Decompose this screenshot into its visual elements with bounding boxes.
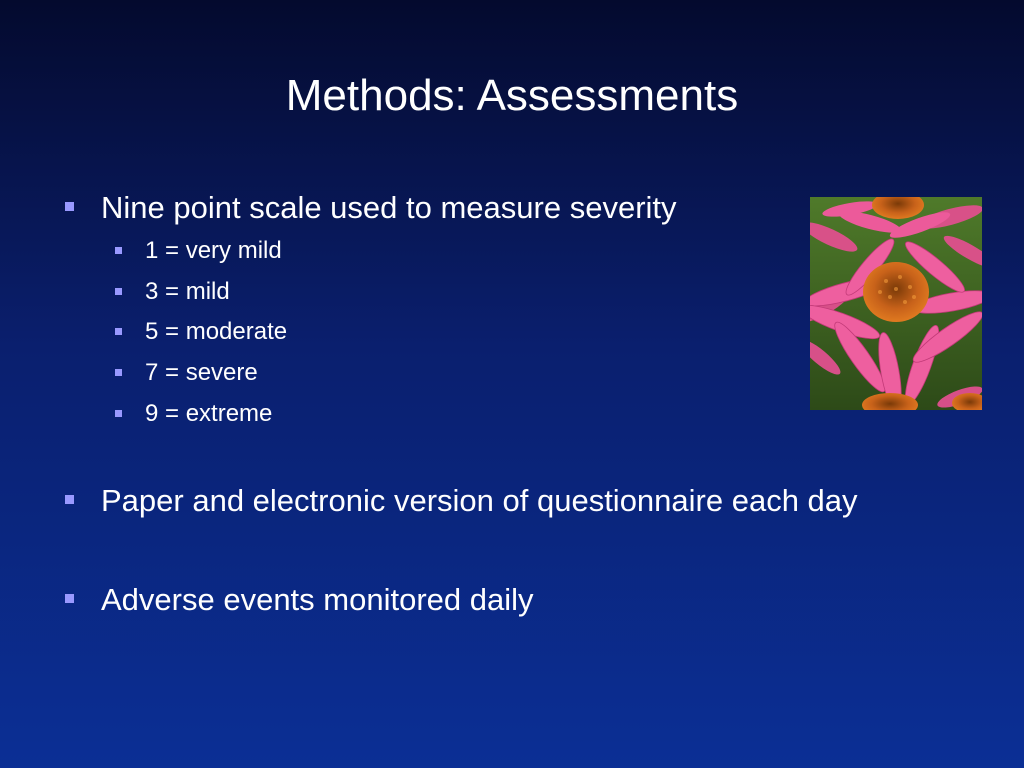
sub-bullet-3 (145, 278, 230, 306)
bullet-marker-icon (115, 410, 122, 417)
bullet-marker-icon (115, 288, 122, 295)
bullet-marker-icon (115, 369, 122, 376)
bullet-marker-icon (65, 202, 74, 211)
sub-bullet-1 (145, 237, 282, 265)
bullet-text: Nine point scale used to measure severity (101, 190, 677, 225)
sub-bullet-text: 9 = extreme (145, 400, 273, 427)
coneflower-icon (810, 197, 982, 410)
sub-bullet-text: 5 = moderate (145, 318, 288, 345)
bullet-marker-icon (115, 247, 122, 254)
slide-title: Methods: Assessments (285, 71, 739, 120)
bullet-paper-electronic (101, 483, 858, 519)
coneflower-photo (810, 197, 982, 410)
bullet-nine-point-scale (101, 190, 677, 226)
bullet-marker-icon (65, 594, 74, 603)
sub-bullet-7 (145, 359, 258, 387)
bullet-adverse-events (101, 582, 534, 618)
sub-bullet-text: 1 = very mild (145, 237, 282, 264)
sub-bullet-9 (145, 400, 272, 428)
bullet-marker-icon (115, 328, 122, 335)
bullet-text: Paper and electronic version of questionnaire each day (101, 483, 858, 518)
sub-bullet-text: 3 = mild (145, 278, 230, 305)
bullet-text: Adverse events monitored daily (101, 582, 534, 617)
bullet-marker-icon (65, 495, 74, 504)
sub-bullet-text: 7 = severe (145, 359, 258, 386)
sub-bullet-5 (145, 318, 287, 346)
